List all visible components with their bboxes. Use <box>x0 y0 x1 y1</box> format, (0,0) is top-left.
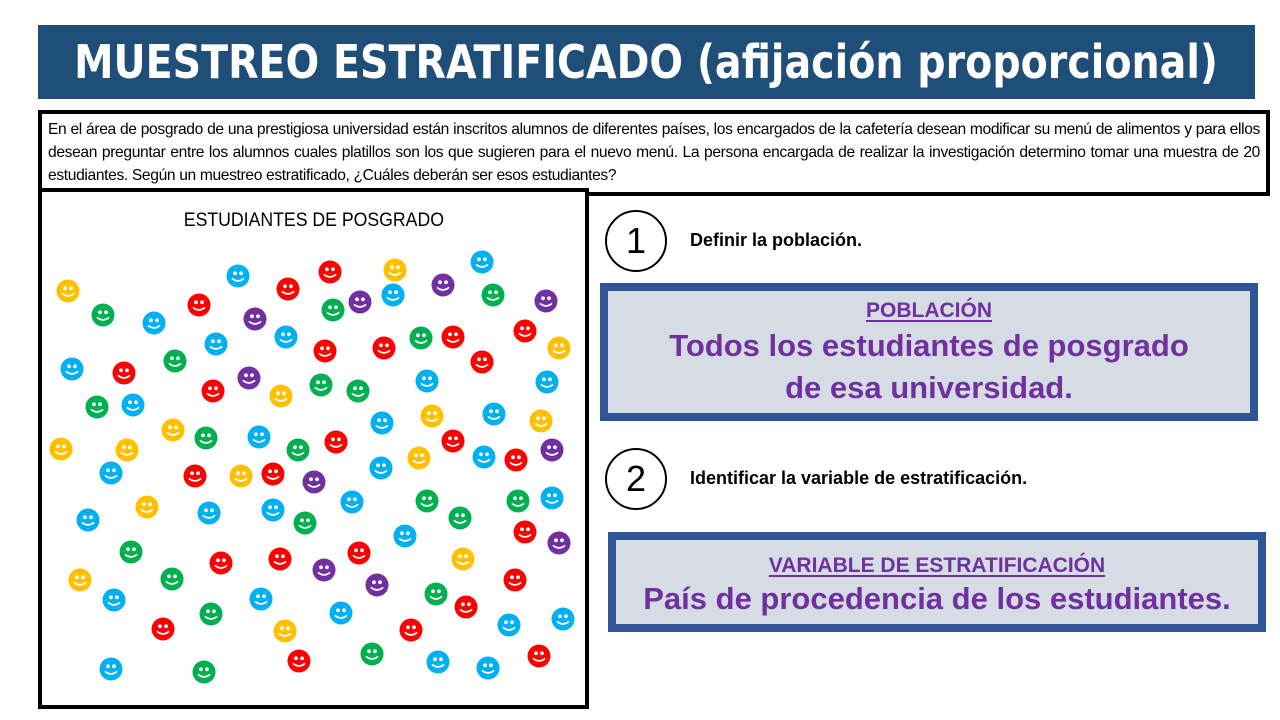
step-1-number-circle: 1 <box>605 210 667 272</box>
student-purple-smiley-icon <box>547 531 571 555</box>
student-blue-smiley-icon <box>274 325 298 349</box>
student-green-smiley-icon <box>286 438 310 462</box>
student-red-smiley-icon <box>513 319 537 343</box>
student-red-smiley-icon <box>513 520 537 544</box>
student-blue-smiley-icon <box>121 393 145 417</box>
student-red-smiley-icon <box>112 361 136 385</box>
student-blue-smiley-icon <box>261 498 285 522</box>
student-yellow-smiley-icon <box>135 495 159 519</box>
student-yellow-smiley-icon <box>529 409 553 433</box>
student-yellow-smiley-icon <box>383 258 407 282</box>
population-value-line1: Todos los estudiantes de posgrado <box>669 328 1189 363</box>
student-green-smiley-icon <box>163 349 187 373</box>
student-purple-smiley-icon <box>312 558 336 582</box>
student-red-smiley-icon <box>347 541 371 565</box>
student-purple-smiley-icon <box>365 573 389 597</box>
student-green-smiley-icon <box>119 540 143 564</box>
student-blue-smiley-icon <box>369 456 393 480</box>
student-green-smiley-icon <box>360 642 384 666</box>
student-green-smiley-icon <box>448 506 472 530</box>
student-purple-smiley-icon <box>243 307 267 331</box>
student-blue-smiley-icon <box>249 587 273 611</box>
student-yellow-smiley-icon <box>407 446 431 470</box>
student-blue-smiley-icon <box>482 402 506 426</box>
step-1-instruction: Definir la población. <box>690 230 863 250</box>
student-red-smiley-icon <box>372 336 396 360</box>
student-yellow-smiley-icon <box>269 384 293 408</box>
student-red-smiley-icon <box>287 649 311 673</box>
student-blue-smiley-icon <box>470 250 494 274</box>
stratification-variable-box <box>608 532 1266 632</box>
problem-description-box <box>38 110 1270 196</box>
student-red-smiley-icon <box>268 547 292 571</box>
student-blue-smiley-icon <box>551 607 575 631</box>
student-red-smiley-icon <box>318 260 342 284</box>
student-blue-smiley-icon <box>535 370 559 394</box>
student-red-smiley-icon <box>504 448 528 472</box>
student-purple-smiley-icon <box>302 470 326 494</box>
student-yellow-smiley-icon <box>68 568 92 592</box>
student-blue-smiley-icon <box>340 490 364 514</box>
student-red-smiley-icon <box>276 277 300 301</box>
student-blue-smiley-icon <box>540 486 564 510</box>
student-red-smiley-icon <box>454 595 478 619</box>
population-definition-box <box>600 283 1258 421</box>
population-value-line2: de esa universidad. <box>785 370 1073 405</box>
student-yellow-smiley-icon <box>547 336 571 360</box>
student-blue-smiley-icon <box>204 332 228 356</box>
student-green-smiley-icon <box>321 298 345 322</box>
slide-title-bar <box>38 25 1255 99</box>
student-purple-smiley-icon <box>237 366 261 390</box>
student-green-smiley-icon <box>199 602 223 626</box>
student-red-smiley-icon <box>313 339 337 363</box>
student-blue-smiley-icon <box>99 461 123 485</box>
population-panel-title: ESTUDIANTES DE POSGRADO <box>183 210 444 231</box>
student-red-smiley-icon <box>261 462 285 486</box>
student-blue-smiley-icon <box>472 445 496 469</box>
student-blue-smiley-icon <box>197 501 221 525</box>
student-red-smiley-icon <box>201 379 225 403</box>
student-red-smiley-icon <box>503 568 527 592</box>
student-yellow-smiley-icon <box>115 438 139 462</box>
student-yellow-smiley-icon <box>49 437 73 461</box>
student-green-smiley-icon <box>293 511 317 535</box>
student-red-smiley-icon <box>470 350 494 374</box>
student-purple-smiley-icon <box>348 290 372 314</box>
student-red-smiley-icon <box>183 464 207 488</box>
student-blue-smiley-icon <box>426 650 450 674</box>
student-green-smiley-icon <box>346 379 370 403</box>
step-2-instruction: Identificar la variable de estratificación. <box>690 468 1028 488</box>
student-blue-smiley-icon <box>381 283 405 307</box>
student-blue-smiley-icon <box>476 656 500 680</box>
student-red-smiley-icon <box>399 618 423 642</box>
population-label: POBLACIÓN <box>866 299 992 322</box>
student-green-smiley-icon <box>192 660 216 684</box>
student-green-smiley-icon <box>415 489 439 513</box>
student-red-smiley-icon <box>187 293 211 317</box>
stratification-variable-label: VARIABLE DE ESTRATIFICACIÓN <box>768 554 1106 577</box>
stratification-variable-value: País de procedencia de los estudiantes. <box>643 581 1231 616</box>
student-blue-smiley-icon <box>415 369 439 393</box>
student-red-smiley-icon <box>441 325 465 349</box>
student-yellow-smiley-icon <box>420 404 444 428</box>
student-purple-smiley-icon <box>540 438 564 462</box>
student-red-smiley-icon <box>324 430 348 454</box>
student-yellow-smiley-icon <box>229 464 253 488</box>
student-blue-smiley-icon <box>247 425 271 449</box>
student-yellow-smiley-icon <box>161 418 185 442</box>
student-blue-smiley-icon <box>329 601 353 625</box>
slide-title: MUESTREO ESTRATIFICADO (afijación proporcional) <box>74 35 1219 89</box>
student-green-smiley-icon <box>309 373 333 397</box>
student-green-smiley-icon <box>506 489 530 513</box>
student-green-smiley-icon <box>409 326 433 350</box>
step-2-number-circle: 2 <box>605 448 667 510</box>
student-blue-smiley-icon <box>393 524 417 548</box>
student-blue-smiley-icon <box>142 311 166 335</box>
student-blue-smiley-icon <box>226 264 250 288</box>
student-blue-smiley-icon <box>99 657 123 681</box>
student-blue-smiley-icon <box>76 508 100 532</box>
student-blue-smiley-icon <box>60 357 84 381</box>
student-red-smiley-icon <box>151 617 175 641</box>
student-purple-smiley-icon <box>534 289 558 313</box>
student-yellow-smiley-icon <box>451 547 475 571</box>
student-yellow-smiley-icon <box>56 279 80 303</box>
student-green-smiley-icon <box>85 395 109 419</box>
student-red-smiley-icon <box>527 644 551 668</box>
student-green-smiley-icon <box>91 303 115 327</box>
student-green-smiley-icon <box>481 283 505 307</box>
student-blue-smiley-icon <box>370 411 394 435</box>
population-panel <box>38 188 589 709</box>
problem-description: En el área de posgrado de una prestigiosa universidad están inscritos alumnos de diferentes países, los encargados de la cafetería desean modificar su menú de alimentos y para ellos desean preguntar entre los alumnos cuales platillos son los que sugieren para el nuevo menú. La persona encargada de realizar la investigación determino tomar una muestra de 20 estudiantes. Según un muestreo estratificado, ¿Cuáles deberán ser esos estudiantes? <box>48 121 1260 184</box>
student-green-smiley-icon <box>424 582 448 606</box>
student-green-smiley-icon <box>194 426 218 450</box>
student-red-smiley-icon <box>441 429 465 453</box>
student-blue-smiley-icon <box>102 588 126 612</box>
student-purple-smiley-icon <box>431 273 455 297</box>
student-blue-smiley-icon <box>497 613 521 637</box>
student-green-smiley-icon <box>160 567 184 591</box>
student-yellow-smiley-icon <box>273 619 297 643</box>
student-red-smiley-icon <box>209 551 233 575</box>
